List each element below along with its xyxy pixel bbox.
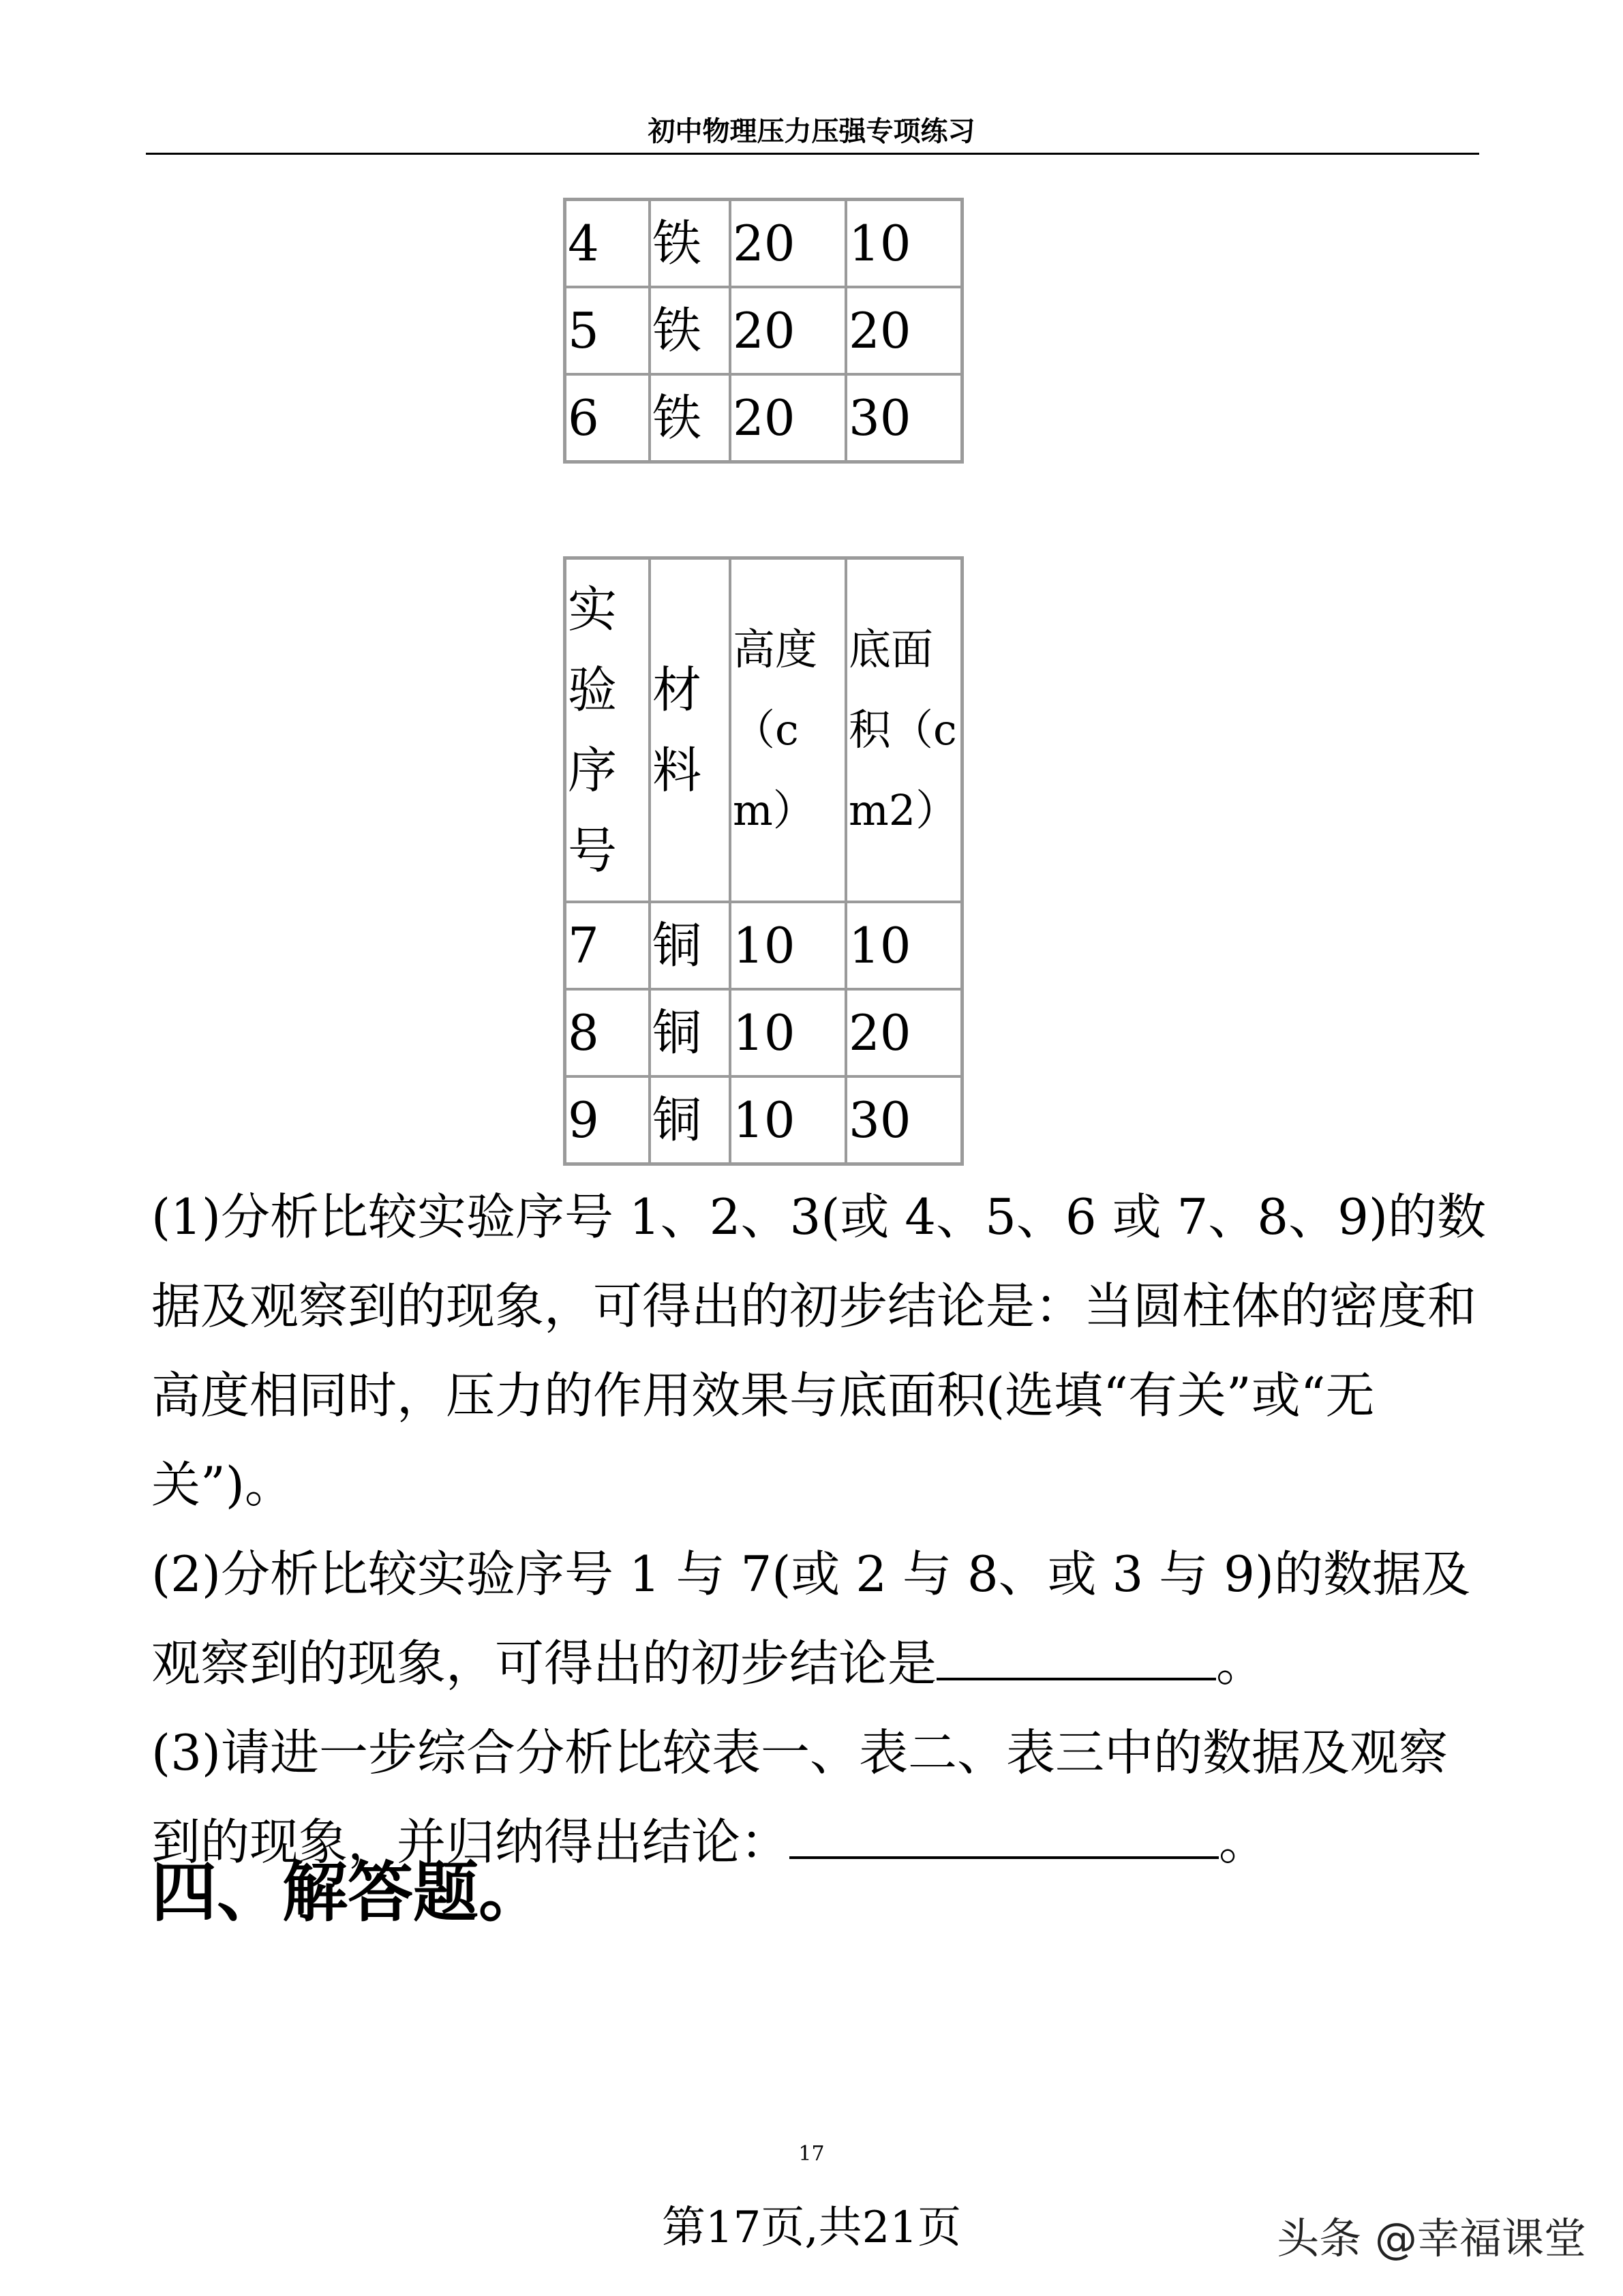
table-cell: 9 — [565, 1076, 650, 1164]
table-cell: 铁 — [650, 287, 730, 374]
question-2-text: (2)分析比较实验序号 1 与 7(或 2 与 8、或 3 与 9)的数据及观察到的现象，可得出的初步结论是 — [151, 1545, 1471, 1692]
header-cell-material: 材料 — [650, 558, 730, 902]
question-2-end: 。 — [1216, 1635, 1266, 1692]
answer-blank-3 — [789, 1807, 1219, 1859]
table-cell: 10 — [846, 200, 962, 287]
table-row — [565, 989, 962, 1076]
page-number: 17 — [798, 2142, 825, 2166]
table-cell: 10 — [846, 902, 962, 989]
section-heading: 四、解答题。 — [151, 1854, 544, 1931]
table-row — [565, 1076, 962, 1164]
table-cell: 10 — [730, 989, 846, 1076]
question-1: (1)分析比较实验序号 1、2、3(或 4、5、6 或 7、8、9)的数据及观察到的现象，可得出的初步结论是：当圆柱体的密度和高度相同时，压力的作用效果与底面积(选填“有关”或“无关”)。 — [151, 1188, 1486, 1513]
table-cell: 20 — [730, 374, 846, 462]
table-cell: 5 — [565, 287, 650, 374]
table-cell: 20 — [730, 200, 846, 287]
table-cell: 铁 — [650, 374, 730, 462]
header-cell-experiment-number: 实验序号 — [565, 558, 650, 902]
table-cell: 8 — [565, 989, 650, 1076]
question-block — [151, 1173, 1487, 1887]
copper-table — [563, 556, 964, 1166]
table-cell: 20 — [846, 989, 962, 1076]
table-cell: 6 — [565, 374, 650, 462]
table-cell: 30 — [846, 374, 962, 462]
question-3-end: 。 — [1219, 1813, 1269, 1871]
table-cell: 铜 — [650, 1076, 730, 1164]
question-3-text: (3)请进一步综合分析比较表一、表二、表三中的数据及观察到的现象，并归纳得出结论： — [151, 1724, 1448, 1871]
answer-blank-2 — [937, 1629, 1216, 1680]
header-divider — [146, 153, 1479, 155]
table-cell: 20 — [846, 287, 962, 374]
table-cell: 30 — [846, 1076, 962, 1164]
table-cell: 铁 — [650, 200, 730, 287]
table-cell: 7 — [565, 902, 650, 989]
table-row — [565, 287, 962, 374]
table-row — [565, 902, 962, 989]
header-cell-height: 高度（cm） — [730, 558, 846, 902]
table-row — [565, 200, 962, 287]
table-header-row — [565, 558, 962, 902]
table-cell: 10 — [730, 902, 846, 989]
table-cell: 4 — [565, 200, 650, 287]
table-cell: 铜 — [650, 989, 730, 1076]
document-header-title: 初中物理压力压强专项练习 — [648, 115, 975, 147]
table-cell: 10 — [730, 1076, 846, 1164]
iron-table — [563, 198, 964, 464]
question-2 — [151, 1530, 1487, 1708]
table-cell: 铜 — [650, 902, 730, 989]
page-footer: 第17页,共21页 — [661, 2203, 962, 2253]
header-cell-base-area: 底面积（cm2） — [846, 558, 962, 902]
watermark: 头条 @幸福课堂 — [1277, 2214, 1586, 2263]
table-row — [565, 374, 962, 462]
table-cell: 20 — [730, 287, 846, 374]
